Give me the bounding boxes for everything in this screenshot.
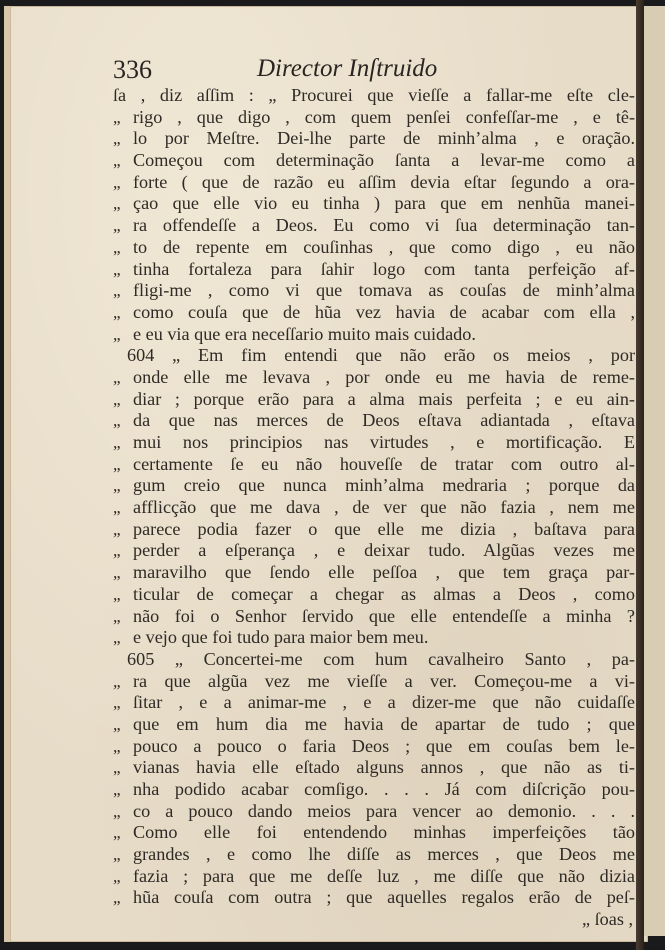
book-gutter [636, 0, 644, 950]
quote-mark: „ [113, 541, 121, 561]
text-line [113, 562, 635, 584]
quote-mark: „ [113, 628, 121, 648]
text-line [113, 649, 635, 671]
line-text: 605 „ Concertei-me com hum cavalheiro Santo , pa- [127, 648, 635, 669]
text-line [113, 757, 635, 779]
text-line [113, 866, 635, 888]
quote-mark: „ [113, 714, 121, 734]
line-text: onde elle me levava , por onde eu me havia de reme- [133, 366, 635, 387]
line-text: vianas havia elle eſtado alguns annos , que não as ti- [133, 757, 635, 778]
text-line [113, 345, 635, 367]
quote-mark: „ [113, 367, 121, 387]
quote-mark: „ [113, 845, 121, 865]
line-text: maravilho que ſendo elle peſſoa , que tem graça par- [133, 562, 635, 583]
quote-mark: „ [113, 216, 121, 236]
text-line [113, 302, 635, 324]
line-text: to de repente em couſinhas , que como digo , eu não [133, 236, 635, 257]
line-text: certamente ſe eu não houveſſe de tratar com outro al- [133, 453, 635, 474]
text-line [113, 627, 635, 649]
quote-mark: „ [113, 476, 121, 496]
quote-mark: „ [113, 237, 121, 257]
quote-mark: „ [113, 389, 121, 409]
line-text: grandes , e como lhe diſſe as merces , que Deos me [133, 844, 635, 865]
facing-page-edge [644, 6, 665, 936]
text-line [113, 259, 635, 281]
line-text: hũa couſa com outra ; que aquelles regalos erão de peſ- [133, 887, 635, 908]
text-line [113, 367, 635, 389]
text-line [113, 150, 635, 172]
quote-mark: „ [113, 563, 121, 583]
line-text: ticular de começar a chegar as almas a Deos , como [133, 583, 635, 604]
text-line [113, 454, 635, 476]
text-line [113, 736, 635, 758]
quote-mark: „ [113, 129, 121, 149]
line-text: perder a eſperança , e deixar tudo. Algũas vezes me [133, 540, 635, 561]
quote-mark: „ [113, 693, 121, 713]
line-text: não foi o Senhor ſervido que elle entendeſſe a minha ? [133, 605, 635, 626]
quote-mark: „ [113, 259, 121, 279]
quote-mark: „ [113, 302, 121, 322]
page-header [113, 55, 633, 87]
text-line [113, 844, 635, 866]
line-text: co a pouco dando meios para vencer ao demonio. . . . [133, 800, 635, 821]
text-line [113, 85, 635, 107]
quote-mark: „ [113, 758, 121, 778]
text-line [113, 909, 635, 931]
quote-mark: „ [113, 823, 121, 843]
quote-mark: „ [113, 866, 121, 886]
quote-mark: „ [113, 606, 121, 626]
text-line [113, 172, 635, 194]
page-number: 336 [113, 55, 152, 84]
quote-mark: „ [113, 433, 121, 452]
line-text: fligi-me , como vi que tomava as couſas de minh’alma [133, 280, 635, 301]
text-line [113, 432, 635, 454]
text-line [113, 822, 635, 844]
line-text: como couſa que de hũa vez havia de acabar com ella , [133, 301, 635, 322]
line-text: ra que algũa vez me vieſſe a ver. Começou-me a vi- [133, 670, 635, 691]
body-text [113, 85, 635, 931]
quote-mark: „ [113, 780, 121, 799]
text-line [113, 801, 635, 823]
text-line [113, 497, 635, 519]
quote-mark: „ [113, 324, 121, 344]
quote-mark: „ [113, 671, 121, 691]
line-text: afflicção que me dava , de ver que não fazia , nem me [133, 497, 635, 518]
quote-mark: „ [113, 107, 121, 127]
line-text: „ ſoas , [581, 909, 633, 930]
text-line [113, 540, 635, 562]
text-line [113, 779, 635, 801]
text-line [113, 410, 635, 432]
text-line [113, 280, 635, 302]
line-text: da que nas merces de Deos eſtava adiantada , eſtava [133, 410, 635, 431]
line-text: 604 „ Em fim entendi que não erão os meios , por [127, 345, 635, 366]
text-line [113, 606, 635, 628]
line-text: nha podido acabar comſigo. . . . Já com diſcrição pou- [133, 779, 635, 799]
line-text: gum creio que nunca minh’alma medraria ; porque da [133, 475, 635, 496]
text-line [113, 692, 635, 714]
quote-mark: „ [113, 281, 121, 301]
quote-mark: „ [113, 151, 121, 171]
line-text: ſa , diz aſſim : „ Procurei que vieſſe a fallar-me eſte cle- [113, 85, 635, 105]
quote-mark: „ [113, 888, 121, 908]
line-text: forte ( que de razão eu aſſim devia eſtar ſegundo a ora- [133, 171, 635, 192]
text-line [113, 475, 635, 497]
text-line [113, 519, 635, 541]
line-text: Como elle foi entendendo minhas imperfeições tão [133, 822, 635, 843]
line-text: tinha fortaleza para ſahir logo com tanta perfeição af- [133, 258, 635, 279]
line-text: rigo , que digo , com quem penſei confeſſar-me , e tê- [133, 106, 635, 127]
quote-mark: „ [113, 736, 121, 756]
running-title: Director Inſtruido [257, 55, 438, 82]
text-line [113, 389, 635, 411]
text-line [113, 887, 635, 909]
line-text: diar ; porque erão para a alma mais perfeita ; e eu ain- [133, 388, 635, 409]
line-text: lo por Meſtre. Dei-lhe parte de minh’alma , e oração. [133, 128, 635, 149]
quote-mark: „ [113, 454, 121, 474]
text-line [113, 128, 635, 150]
text-line [113, 107, 635, 129]
quote-mark: „ [113, 498, 121, 518]
line-text: Começou com determinação ſanta a levar-me como a [133, 150, 635, 171]
text-line [113, 237, 635, 259]
quote-mark: „ [113, 411, 121, 431]
line-text: ra offendeſſe a Deos. Eu como vi ſua determinação tan- [133, 215, 635, 236]
quote-mark: „ [113, 194, 121, 214]
line-text: e vejo que foi tudo para maior bem meu. [133, 627, 429, 648]
quote-mark: „ [113, 801, 121, 821]
line-text: pouco a pouco o faria Deos ; que em couſas bem le- [133, 735, 635, 756]
text-line [113, 215, 635, 237]
text-line [113, 324, 635, 346]
line-text: e eu via que era neceſſario muito mais cuidado. [133, 323, 476, 344]
quote-mark: „ [113, 519, 121, 539]
text-line [113, 584, 635, 606]
text-line [113, 714, 635, 736]
text-line [113, 193, 635, 215]
line-text: fazia ; para que me deſſe luz , me diſſe que não dizia [133, 865, 635, 886]
quote-mark: „ [113, 172, 121, 192]
text-line [113, 671, 635, 693]
quote-mark: „ [113, 584, 121, 604]
line-text: que em hum dia me havia de apartar de tudo ; que [133, 713, 635, 734]
line-text: mui nos principios nas virtudes , e mortificação. E [133, 432, 635, 452]
line-text: çao que elle vio eu tinha ) para que em nenhũa manei- [133, 193, 635, 214]
line-text: ſitar , e a animar-me , e a dizer-me que não cuidaſſe [133, 692, 635, 713]
line-text: parece podia fazer o que elle me dizia , baſtava para [133, 518, 635, 539]
